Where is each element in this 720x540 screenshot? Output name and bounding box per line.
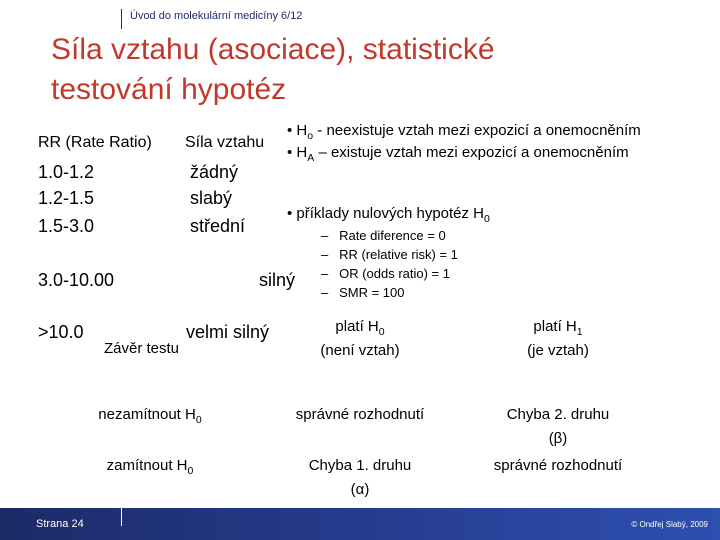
row-label-reject: zamítnout $H_0$: [106, 457, 194, 477]
correct-decision-cell: správné rozhodnutí: [295, 406, 425, 423]
h0-bullet: • $H_o$ - neexistuje vztah mezi expozicí a onemocněním: [287, 122, 641, 142]
footer-divider: [121, 508, 122, 526]
rr-range: 1.2-1.5: [38, 188, 95, 208]
course-header: Úvod do molekulární medicíny 6/12: [130, 10, 303, 22]
footer-band: [0, 508, 720, 540]
example-item: – OR (odds ratio) = 1: [321, 266, 450, 281]
decision-table-title: Závěr testu: [104, 340, 180, 357]
col-header-h0: platí $H_0$: [335, 318, 385, 338]
type2-error-cell: Chyba 2. druhu: [506, 406, 610, 423]
strength-col-header: Síla vztahu: [185, 134, 265, 151]
rr-range: 1.0-1.2: [38, 162, 95, 182]
rr-strength: střední: [190, 216, 246, 236]
col-header-h1: platí $H_1$: [533, 318, 583, 338]
header-divider: [121, 9, 122, 29]
example-item: – RR (relative risk) = 1: [321, 247, 458, 262]
alpha-symbol: (α): [350, 481, 370, 498]
rr-range: 3.0-10.00: [38, 270, 115, 290]
col-header-h1-note: (je vztah): [527, 342, 589, 359]
col-header-h0-note: (není vztah): [320, 342, 400, 359]
rr-col-header: RR (Rate Ratio): [38, 134, 152, 151]
rr-strength: velmi silný: [186, 322, 270, 342]
copyright: © Ondřej Slabý, 2009: [631, 520, 708, 529]
example-item: – SMR = 100: [321, 285, 405, 300]
example-item: – Rate diference = 0: [321, 228, 446, 243]
rr-range: 1.5-3.0: [38, 216, 95, 236]
title-line-2: testování hypotéz: [51, 73, 287, 106]
rr-range: >10.0: [38, 322, 84, 342]
ha-bullet: • $H_A$ – existuje vztah mezi expozicí a onemocněním: [287, 144, 629, 164]
type1-error-cell: Chyba 1. druhu: [308, 457, 412, 474]
correct-decision-cell: správné rozhodnutí: [493, 457, 623, 474]
rr-strength: silný: [259, 270, 296, 290]
rr-strength: žádný: [190, 162, 239, 182]
beta-symbol: (β): [548, 430, 568, 447]
row-label-not-reject: nezamítnout $H_0$: [98, 406, 202, 426]
title-line-1: Síla vztahu (asociace), statistické: [51, 33, 495, 66]
page-number: Strana 24: [36, 518, 84, 530]
examples-bullet: • příklady nulových hypotéz $H_0$: [287, 205, 490, 225]
rr-strength: slabý: [190, 188, 233, 208]
